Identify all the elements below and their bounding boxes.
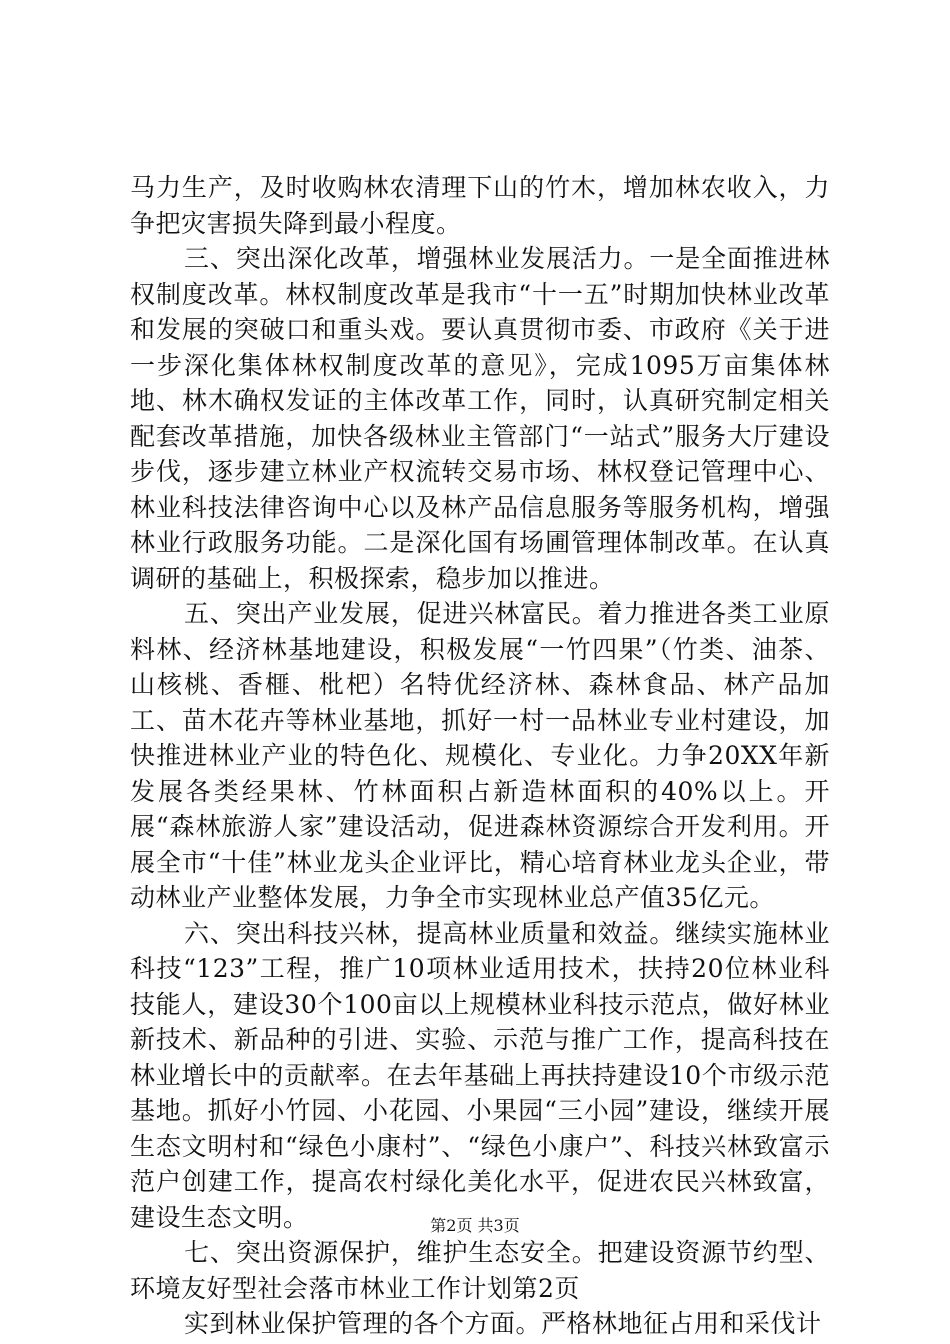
paragraph-2: 三、突出深化改革，增强林业发展活力。一是全面推进林权制度改革。林权制度改革是我市“十一五”时期加快林业改革和发展的突破口和重头戏。要认真贯彻市委、市政府《关于进一步深化集体林权制度改革的意见》，完成1095万亩集体林地、林木确权发证的主体改革工作，同时，认真研究制定相关配套改革措施，加快各级林业主管部门“一站式”服务大厅建设步伐，逐步建立林业产权流转交易市场、林权登记管理中心、林业科技法律咨询中心以及林产品信息服务等服务机构，增强林业行政服务功能。二是深化国有场圃管理体制改革。在认真调研的基础上，积极探索，稳步加以推进。 [130,244,830,593]
page-footer: 第2页 共3页 [430,1216,520,1235]
document-body [130,170,830,1342]
paragraph-6: 实到林业保护管理的各个方面。严格林地征占用和采伐计 [184,1309,822,1338]
paragraph-1: 马力生产，及时收购林农清理下山的竹木，增加林农收入，力争把灾害损失降到最小程度。 [130,173,830,238]
paragraph-3: 五、突出产业发展，促进兴林富民。着力推进各类工业原料林、经济林基地建设，积极发展“一竹四果”（竹类、油茶、山核桃、香榧、枇杷）名特优经济林、森林食品、林产品加工、苗木花卉等林业基地，抓好一村一品林业专业村建设，加快推进林业产业的特色化、规模化、专业化。力争20XX年新发展各类经果林、竹林面积占新造林面积的40%以上。开展“森林旅游人家”建设活动，促进森林资源综合开发利用。开展全市“十佳”林业龙头企业评比，精心培育林业龙头企业，带动林业产业整体发展，力争全市实现林业总产值35亿元。 [130,599,830,912]
paragraph-5: 七、突出资源保护，维护生态安全。把建设资源节约型、环境友好型社会落市林业工作计划第2页 [130,1238,830,1303]
paragraph-4: 六、突出科技兴林，提高林业质量和效益。继续实施林业科技“123”工程，推广10项林业适用技术，扶持20位林业科技能人，建设30个100亩以上规模林业科技示范点，做好林业新技术、新品种的引进、实验、示范与推广工作，提高科技在林业增长中的贡献率。在去年基础上再扶持建设10个市级示范基地。抓好小竹园、小花园、小果园“三小园”建设，继续开展生态文明村和“绿色小康村”、“绿色小康户”、科技兴林致富示范户创建工作，提高农村绿化美化水平，促进农民兴林致富，建设生态文明。 [130,918,830,1232]
